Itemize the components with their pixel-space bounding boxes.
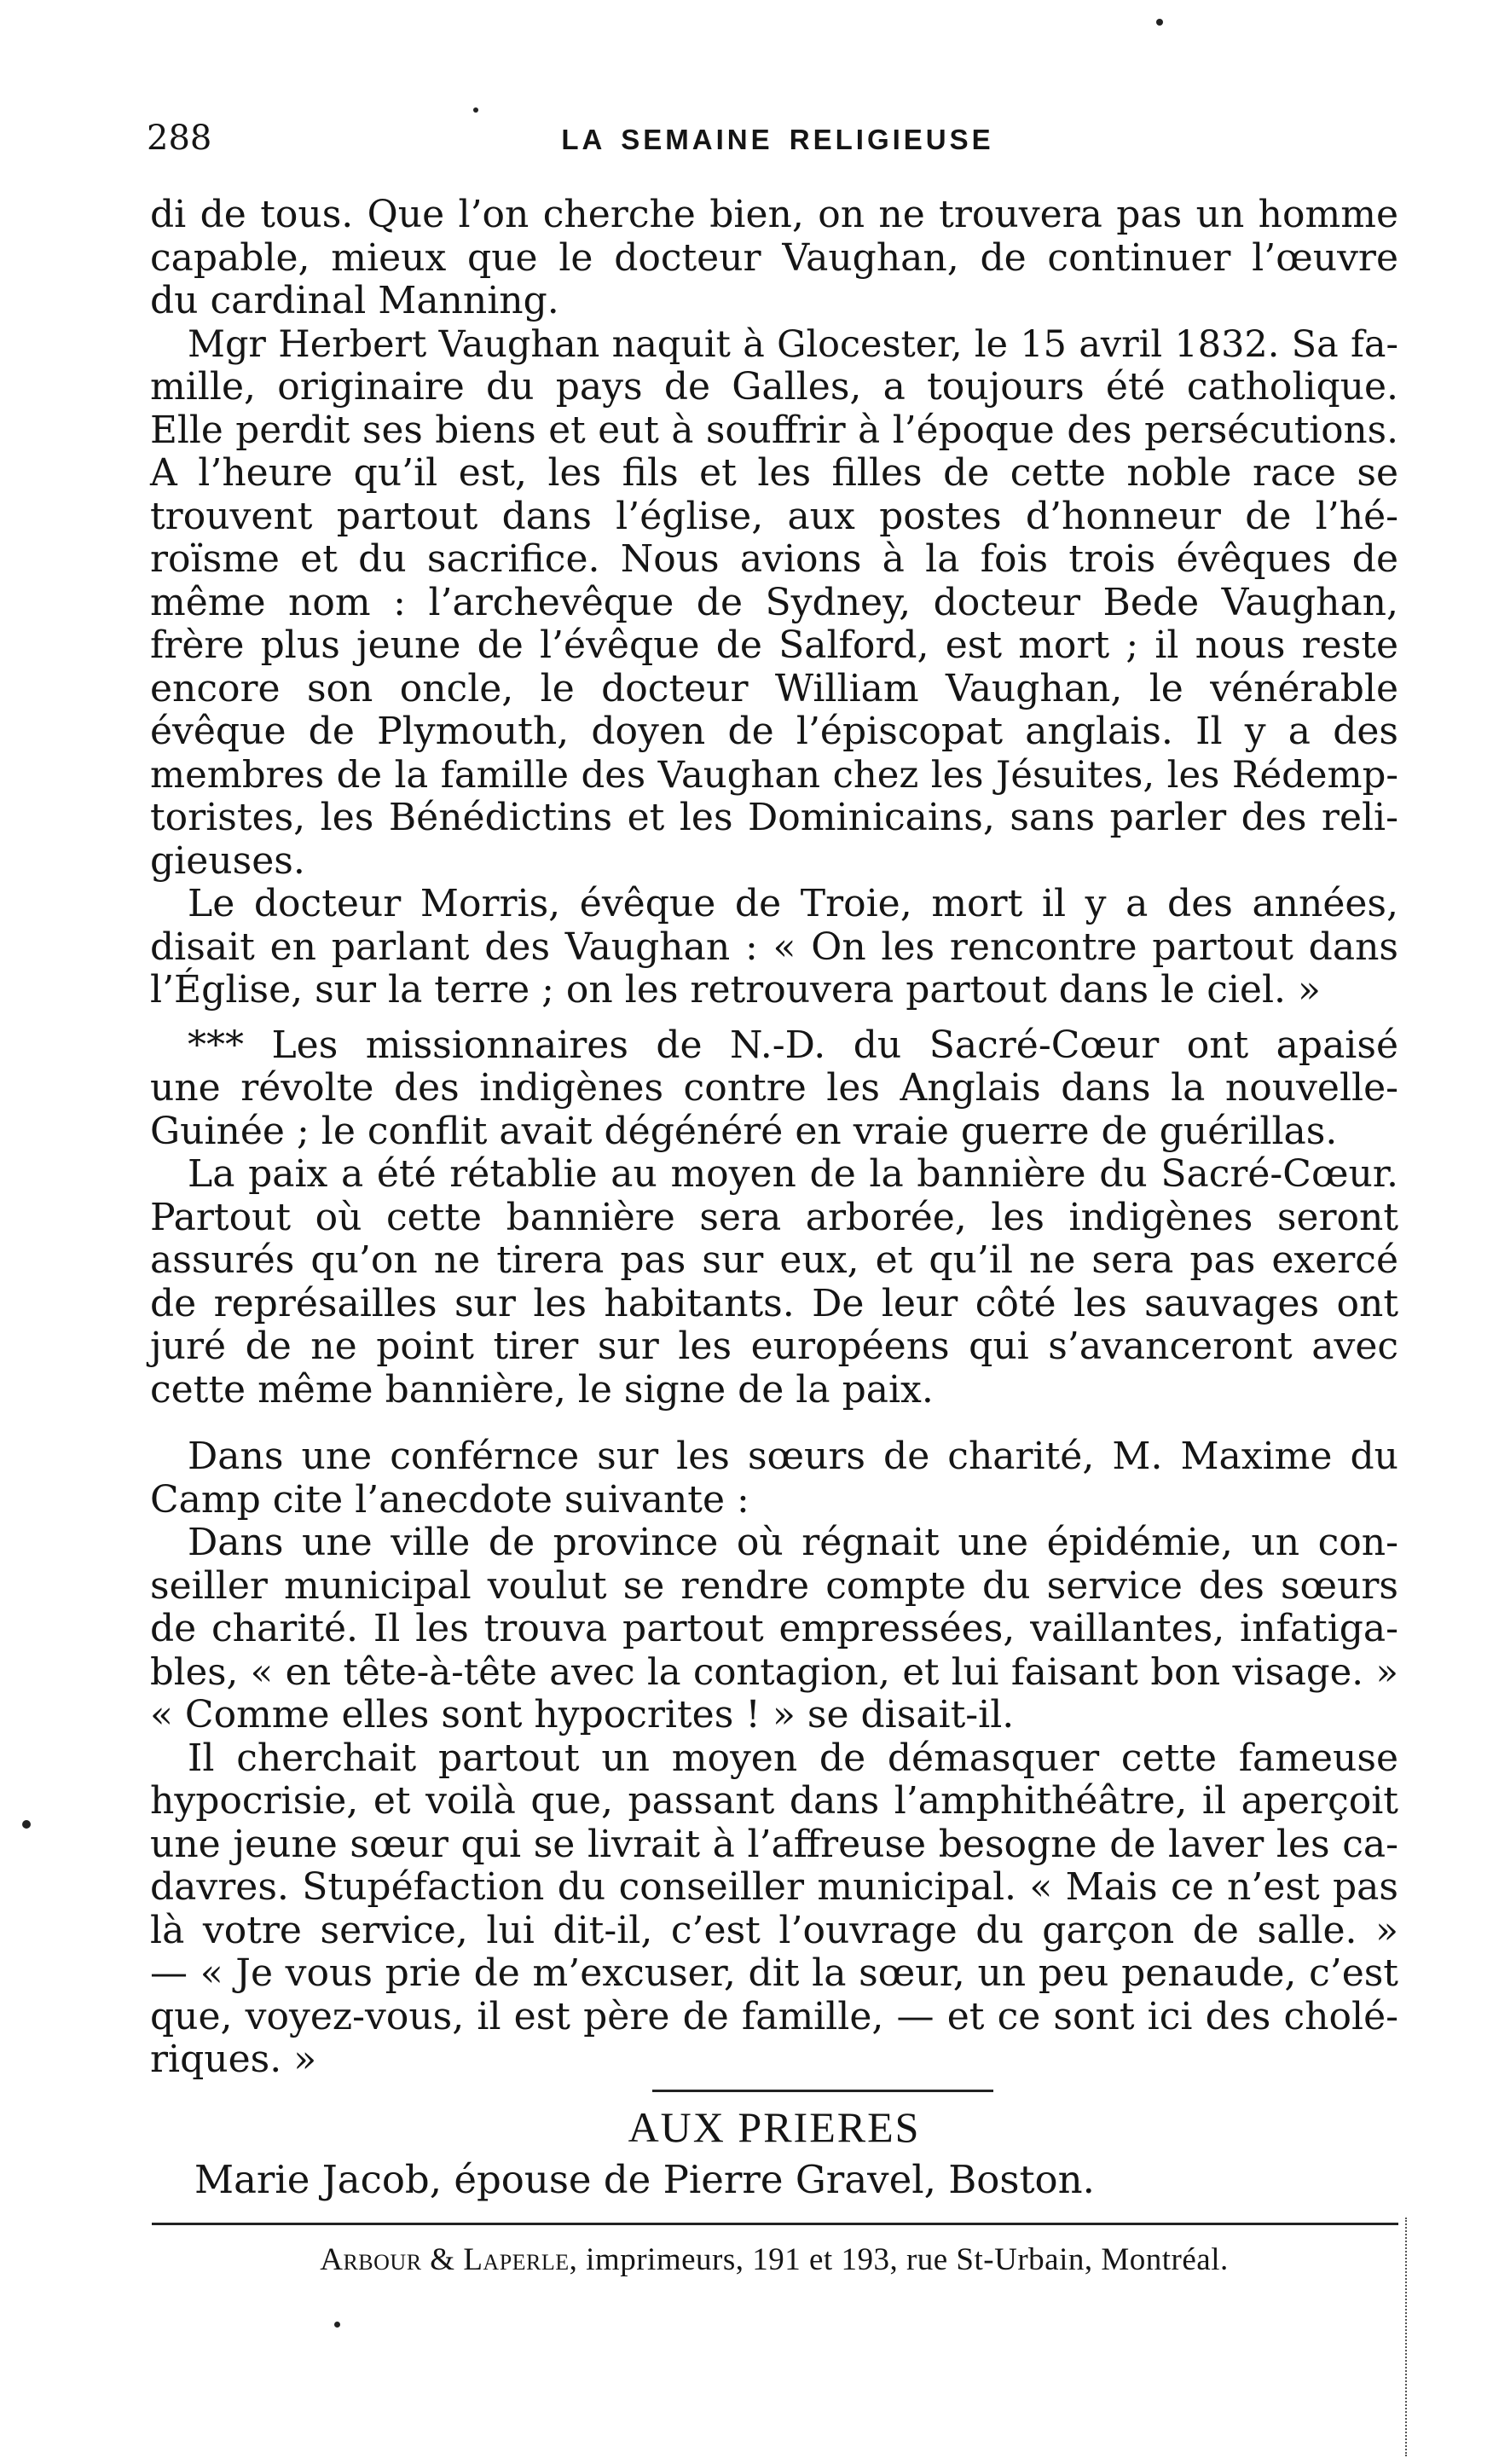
text-line: Elle perdit ses biens et eut à souffrir à l’époque des persécutions.	[150, 408, 1398, 452]
text-line: mille, originaire du pays de Galles, a toujours été catholique.	[150, 365, 1398, 409]
text-line: même nom : l’archevêque de Sydney, docteur Bede Vaughan,	[150, 580, 1398, 624]
paragraph	[150, 1435, 1398, 1522]
text-line: riques. »	[150, 2038, 317, 2081]
paragraph	[150, 194, 1398, 323]
text-line: seiller municipal voulut se rendre compte du service des sœurs	[150, 1563, 1398, 1608]
print-speck	[334, 2322, 340, 2328]
paragraph	[150, 1024, 1398, 1154]
printer-names: Arbour & Laperle,	[320, 2242, 578, 2277]
page-edge-marks	[1405, 2218, 1412, 2456]
text-line: Le docteur Morris, évêque de Troie, mort il y a des années,	[188, 882, 1398, 925]
text-line: de charité. Il les trouva partout empressées, vaillantes, infatiga-	[150, 1607, 1398, 1650]
text-line: Dans une conférnce sur les sœurs de charité, M. Maxime du	[188, 1435, 1398, 1478]
text-line: Partout où cette bannière sera arborée, les indigènes seront	[150, 1195, 1398, 1239]
text-line: de représailles sur les habitants. De leur côté les sauvages ont	[150, 1281, 1398, 1325]
section-divider	[652, 2090, 993, 2092]
text-line: évêque de Plymouth, doyen de l’épiscopat anglais. Il y a des	[150, 710, 1398, 753]
text-line: di de tous. Que l’on cherche bien, on ne trouvera pas un homme	[150, 193, 1398, 236]
footer-rule	[152, 2223, 1398, 2225]
paragraph	[150, 1522, 1398, 1737]
printer-imprint	[150, 2235, 1398, 2286]
print-speck	[22, 1820, 31, 1829]
paragraph	[150, 1153, 1398, 1412]
print-speck	[473, 107, 478, 113]
text-line: gieuses.	[150, 838, 305, 883]
article-body	[150, 194, 1398, 2082]
text-line: bles, « en tête-à-tête avec la contagion, et lui faisant bon visage. »	[150, 1650, 1398, 1694]
text-line: cette même bannière, le signe de la paix.	[150, 1367, 934, 1412]
text-line: Il cherchait partout un moyen de démasquer cette fameuse	[188, 1736, 1398, 1780]
prayers-heading: AUX PRIERES	[628, 2103, 921, 2151]
paragraph	[150, 1737, 1398, 2082]
paragraph	[150, 883, 1398, 1012]
text-line: là votre service, lui dit-il, c’est l’ouvrage du garçon de salle. »	[150, 1908, 1398, 1952]
text-line: A l’heure qu’il est, les fils et les filles de cette noble race se	[150, 451, 1398, 495]
printer-address: imprimeurs, 191 et 193, rue St-Urbain, Montréal.	[577, 2242, 1229, 2277]
paragraph	[150, 323, 1398, 884]
text-line: hypocrisie, et voilà que, passant dans l’amphithéâtre, il aperçoit	[150, 1779, 1398, 1823]
text-line: Dans une ville de province où régnait une épidémie, un con-	[188, 1521, 1398, 1564]
print-speck	[1156, 19, 1163, 26]
prayer-entry: Marie Jacob, épouse de Pierre Gravel, Boston.	[194, 2157, 1095, 2202]
text-line: encore son oncle, le docteur William Vaughan, le vénérable	[150, 666, 1398, 710]
text-line: une révolte des indigènes contre les Anglais dans la nouvelle-	[150, 1066, 1398, 1110]
text-line: une jeune sœur qui se livrait à l’affreuse besogne de laver les ca-	[150, 1822, 1398, 1866]
text-line: toristes, les Bénédictins et les Dominicains, sans parler des reli-	[150, 796, 1398, 839]
text-line: frère plus jeune de l’évêque de Salford, est mort ; il nous reste	[150, 623, 1398, 667]
text-line: Camp cite l’anecdote suivante :	[150, 1477, 749, 1522]
page-number: 288	[147, 119, 212, 158]
text-line: — « Je vous prie de m’excuser, dit la sœur, un peu penaude, c’est	[150, 1951, 1398, 1995]
text-line: Guinée ; le conflit avait dégénéré en vraie guerre de guérillas.	[150, 1109, 1338, 1153]
text-line: juré de ne point tirer sur les européens qui s’avanceront avec	[150, 1325, 1398, 1368]
text-line: membres de la famille des Vaughan chez les Jésuites, les Rédemp-	[150, 753, 1398, 797]
text-line: *** Les missionnaires de N.-D. du Sacré-Cœur ont apaisé	[188, 1023, 1398, 1067]
text-line: disait en parlant des Vaughan : « On les rencontre partout dans	[150, 925, 1398, 969]
text-line: capable, mieux que le docteur Vaughan, de continuer l’œuvre	[150, 235, 1398, 280]
page-header	[147, 113, 1409, 164]
text-line: trouvent partout dans l’église, aux postes d’honneur de l’hé-	[150, 494, 1398, 538]
text-line: assurés qu’on ne tirera pas sur eux, et qu’il ne sera pas exercé	[150, 1238, 1398, 1282]
text-line: du cardinal Manning.	[150, 279, 559, 322]
text-line: que, voyez-vous, il est père de famille, — et ce sont ici des cholé-	[150, 1994, 1398, 2038]
text-line: roïsme et du sacrifice. Nous avions à la fois trois évêques de	[150, 537, 1398, 581]
running-title: LA SEMAINE RELIGIEUSE	[561, 124, 994, 155]
text-line: l’Église, sur la terre ; on les retrouvera partout dans le ciel. »	[150, 968, 1321, 1012]
text-line: Mgr Herbert Vaughan naquit à Glocester, le 15 avril 1832. Sa fa-	[188, 322, 1398, 366]
text-line: davres. Stupéfaction du conseiller municipal. « Mais ce n’est pas	[150, 1865, 1398, 1909]
text-line: « Comme elles sont hypocrites ! » se disait-il.	[150, 1693, 1015, 1736]
text-line: La paix a été rétablie au moyen de la bannière du Sacré-Cœur.	[188, 1152, 1398, 1196]
